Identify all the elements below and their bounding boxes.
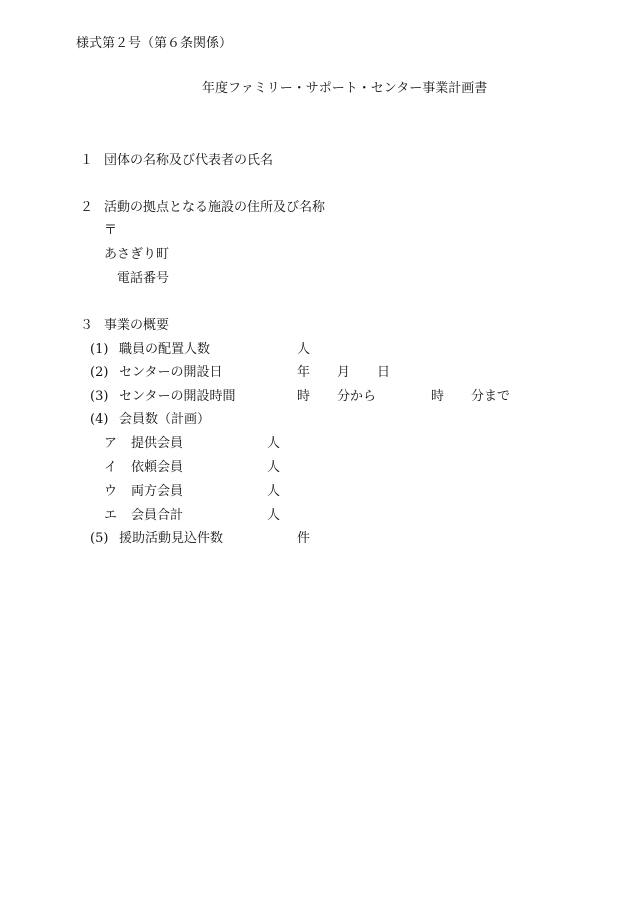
phone-label: 電話番号 (117, 271, 170, 286)
item-3-minute-to: 分まで (471, 389, 511, 404)
section-2-label: 活動の拠点となる施設の住所及び名称 (104, 200, 326, 215)
item-2-year: 年 (297, 365, 311, 380)
item-2-month: 月 (337, 365, 351, 380)
form-number: 様式第２号（第６条関係） (76, 36, 233, 51)
sub-d-kana: エ (104, 508, 118, 523)
sub-d-unit: 人 (267, 508, 281, 523)
item-1-label: 職員の配置人数 (119, 342, 211, 357)
item-3-number: (3) (90, 389, 109, 404)
item-5-unit: 件 (297, 531, 311, 546)
item-4-label: 会員数（計画） (119, 412, 211, 427)
sub-c-kana: ウ (104, 484, 118, 499)
item-3-minute-from: 分から (337, 389, 377, 404)
sub-c-label: 両方会員 (131, 484, 184, 499)
item-5-number: (5) (90, 531, 109, 546)
section-1-label: 団体の名称及び代表者の氏名 (104, 153, 274, 168)
sub-a-kana: ア (104, 436, 118, 451)
sub-d-label: 会員合計 (131, 508, 184, 523)
item-1-number: (1) (90, 342, 109, 357)
postal-mark: 〒 (104, 223, 118, 238)
item-2-label: センターの開設日 (119, 365, 223, 380)
item-3-hour-end: 時 (431, 389, 445, 404)
item-3-hour-start: 時 (297, 389, 311, 404)
sub-b-kana: イ (104, 460, 118, 475)
sub-b-label: 依頼会員 (131, 460, 184, 475)
item-3-label: センターの開設時間 (119, 389, 236, 404)
sub-c-unit: 人 (267, 484, 281, 499)
sub-b-unit: 人 (267, 460, 281, 475)
item-4-number: (4) (90, 412, 109, 427)
town-name: あさぎり町 (104, 247, 170, 262)
sub-a-label: 提供会員 (131, 436, 184, 451)
section-3-number: ３ (80, 318, 94, 333)
section-1-number: １ (80, 153, 94, 168)
sub-a-unit: 人 (267, 436, 281, 451)
item-2-day: 日 (377, 365, 391, 380)
item-2-number: (2) (90, 365, 109, 380)
item-5-label: 援助活動見込件数 (119, 531, 224, 546)
document-title: 年度ファミリー・サポート・センター事業計画書 (202, 81, 488, 96)
section-3-label: 事業の概要 (104, 318, 170, 333)
item-1-unit: 人 (297, 342, 311, 357)
section-2-number: ２ (80, 200, 94, 215)
